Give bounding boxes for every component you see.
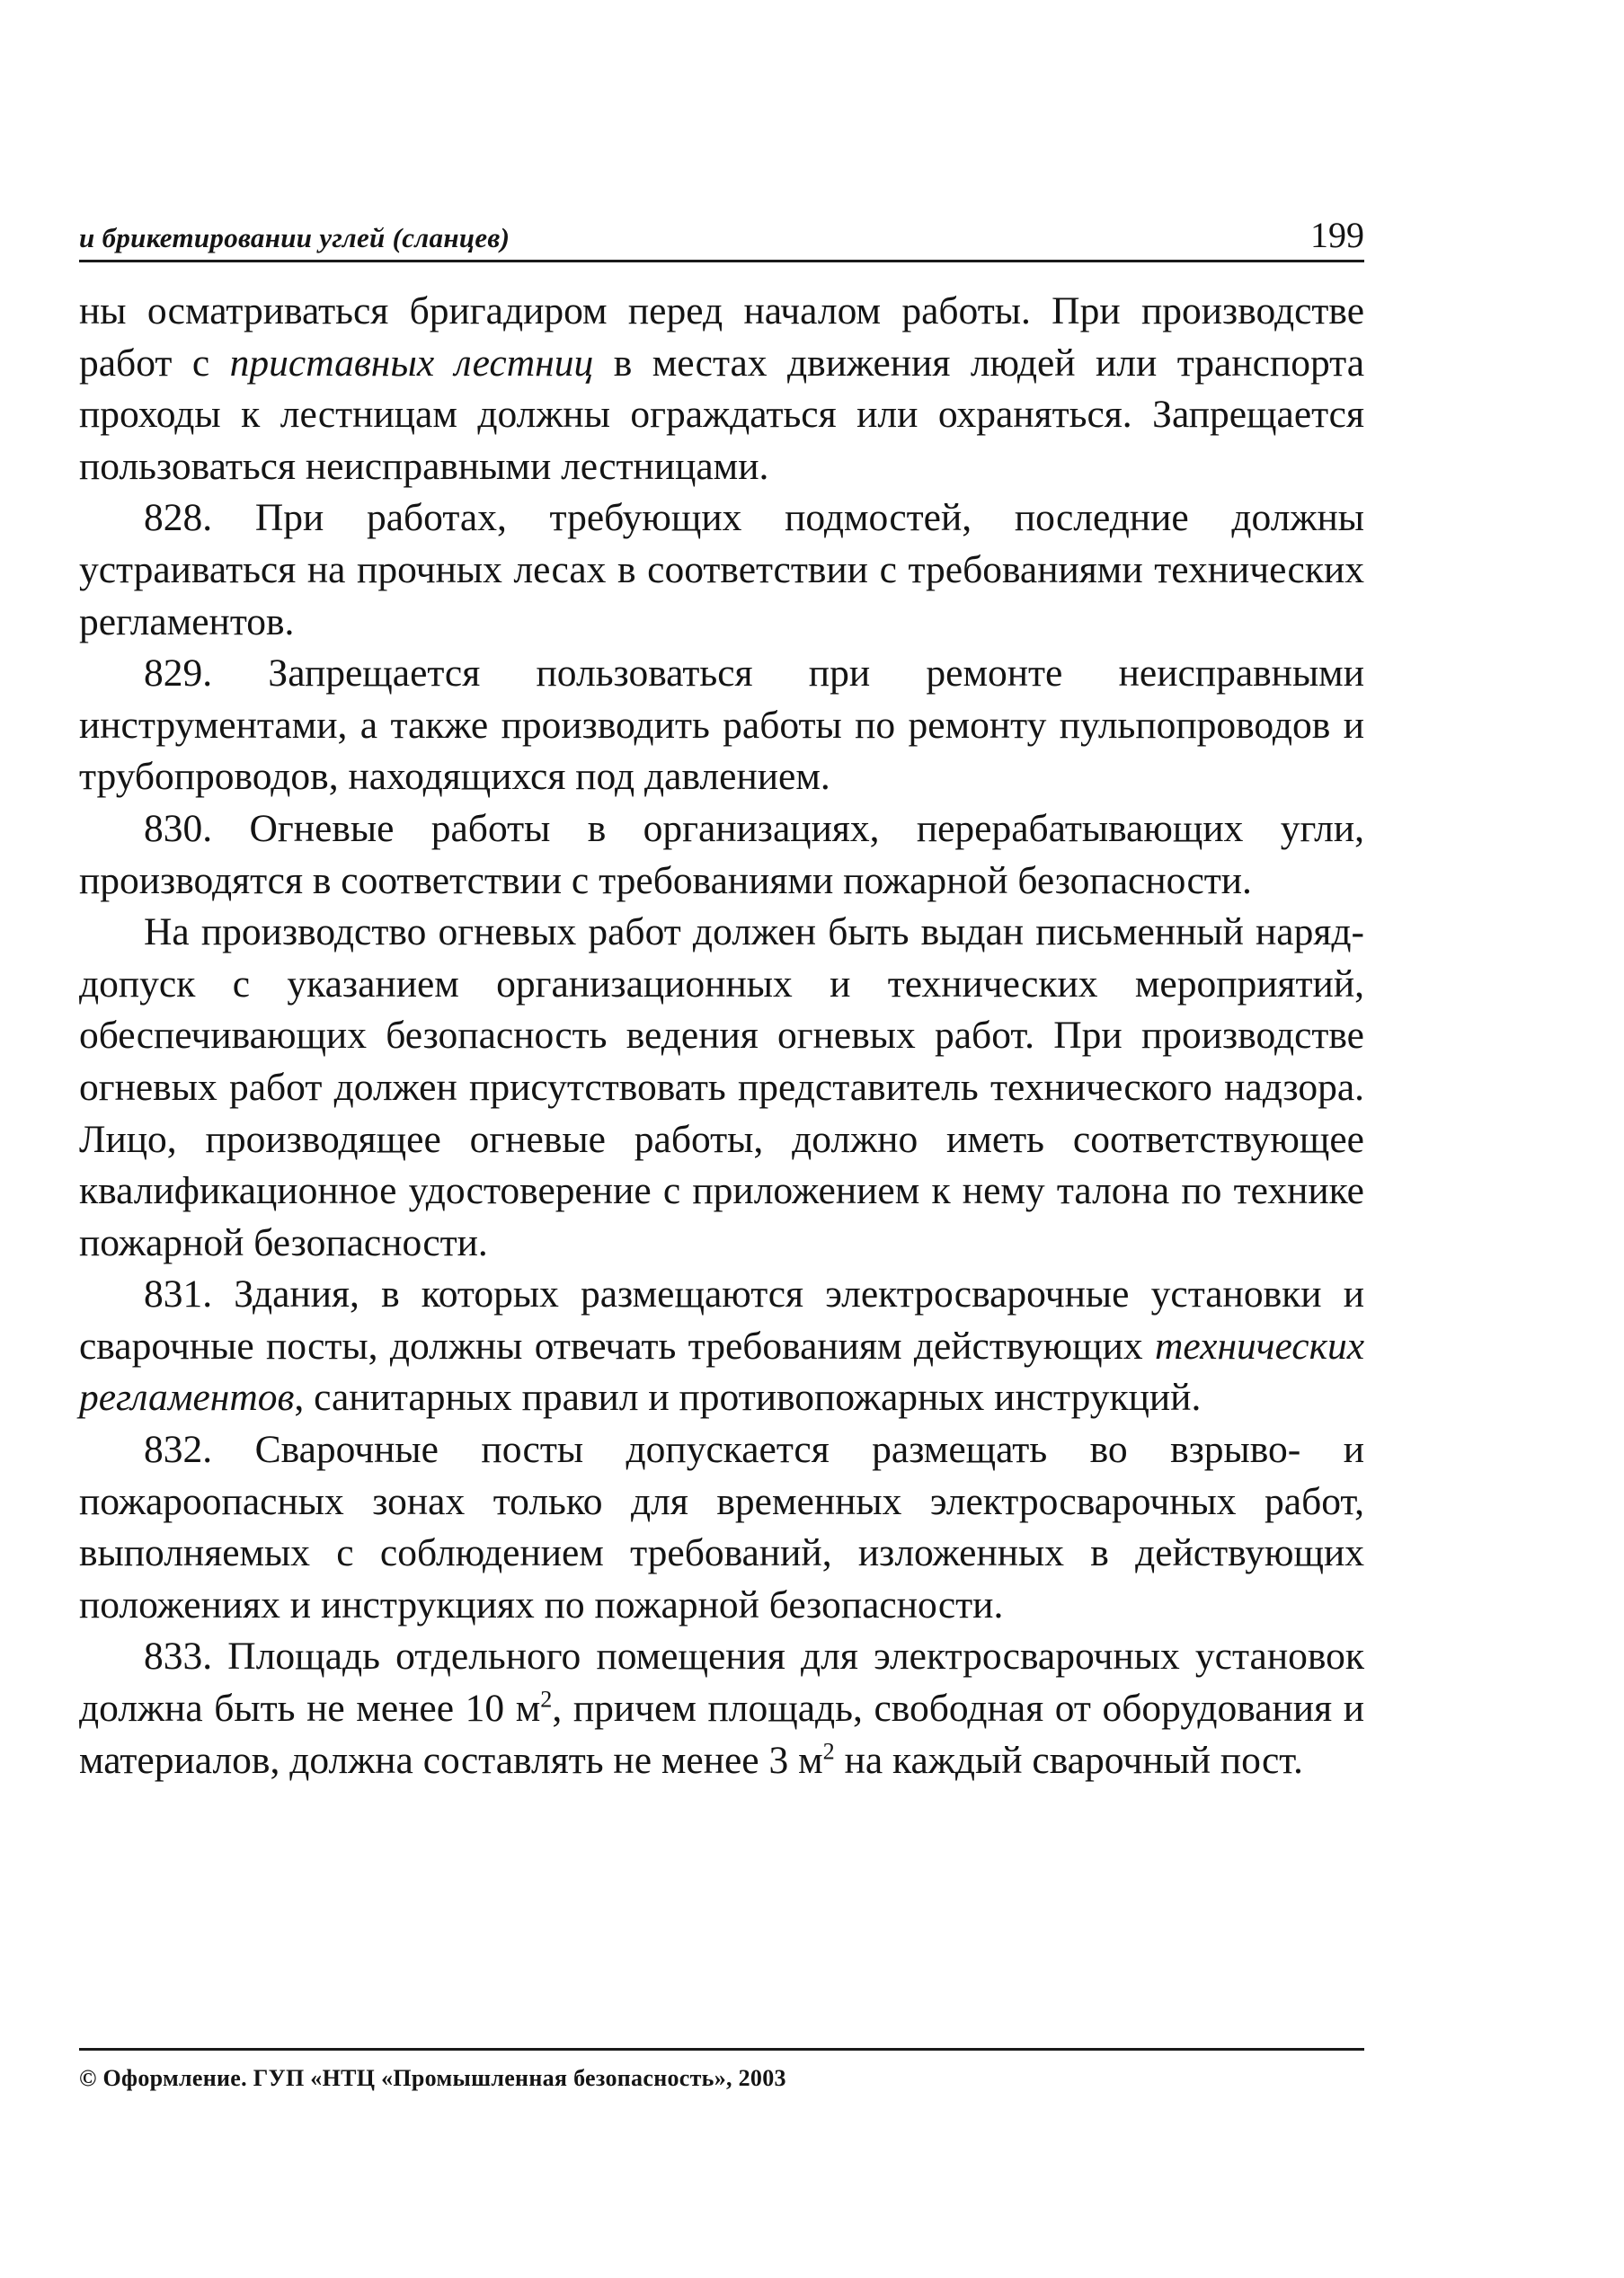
- body-text: [79, 286, 1364, 1786]
- paragraph-830: 830. Огневые работы в организациях, перерабатывающих угли, производятся в соответствии с требованиями пожарной безопасности.: [79, 806, 1364, 902]
- paragraph-833: [79, 1631, 1364, 1786]
- page-number: 199: [1310, 215, 1364, 255]
- running-header: [79, 209, 1364, 262]
- paragraph-830-permit: На производство огневых работ должен быть выдан письменный наряд-допуск с указанием организационных и технических мероприятий, обеспечивающих безопасность ведения огневых работ. При производстве огневых работ должен присутствовать представитель технического надзора. Лицо, производящее огневые работы, должно иметь соответствующее квалификационное удостоверение с приложением к нему талона по технике пожарной безопасности.: [79, 910, 1364, 1264]
- superscript: 2: [822, 1738, 835, 1765]
- paragraph-continued: [79, 286, 1364, 492]
- text-run: , причем площадь, свободная от оборудования и материалов, должна составлять не менее 3 м: [79, 1687, 1364, 1782]
- paragraph-829: 829. Запрещается пользоваться при ремонте неисправными инструментами, а также производить работы по ремонту пульпопроводов и трубопроводов, находящихся под давлением.: [79, 651, 1364, 799]
- text-run: , санитарных правил и противопожарных инструкций.: [294, 1376, 1202, 1420]
- italic-term: технических регламентов: [79, 1324, 1364, 1420]
- text-run: 831. Здания, в которых размещаются электросварочные установки и сварочные посты, должны отвечать требованиям действующих: [79, 1272, 1364, 1368]
- text-run: 833. Площадь отдельного помещения для электросварочных установок должна быть не менее 10 м: [79, 1635, 1364, 1731]
- paragraph-828: 828. При работах, требующих подмостей, последние должны устраиваться на прочных лесах в соответствии с требованиями технических регламентов.: [79, 496, 1364, 643]
- footer-copyright: © Оформление. ГУП «НТЦ «Промышленная безопасность», 2003: [79, 2048, 1364, 2092]
- superscript: 2: [540, 1686, 553, 1713]
- running-title: и брикетировании углей (сланцев): [79, 222, 510, 253]
- document-page: [79, 0, 1364, 2278]
- text-run: в местах движения людей или транспорта проходы к лестницам должны ограждаться или охраняться. Запрещается пользоваться неисправными лестницами.: [79, 341, 1365, 488]
- italic-term: приставных лестниц: [229, 341, 594, 385]
- text-run: ны осматриваться бригадиром перед началом работы. При производстве работ с: [79, 289, 1364, 385]
- paragraph-831: [79, 1269, 1364, 1424]
- paragraph-832: 832. Сварочные посты допускается размещать во взрыво- и пожароопасных зонах только для временных электросварочных работ, выполняемых с соблюдением требований, изложенных в действующих положениях и инструкциях по пожарной безопасности.: [79, 1428, 1364, 1627]
- text-run: на каждый сварочный пост.: [834, 1738, 1303, 1782]
